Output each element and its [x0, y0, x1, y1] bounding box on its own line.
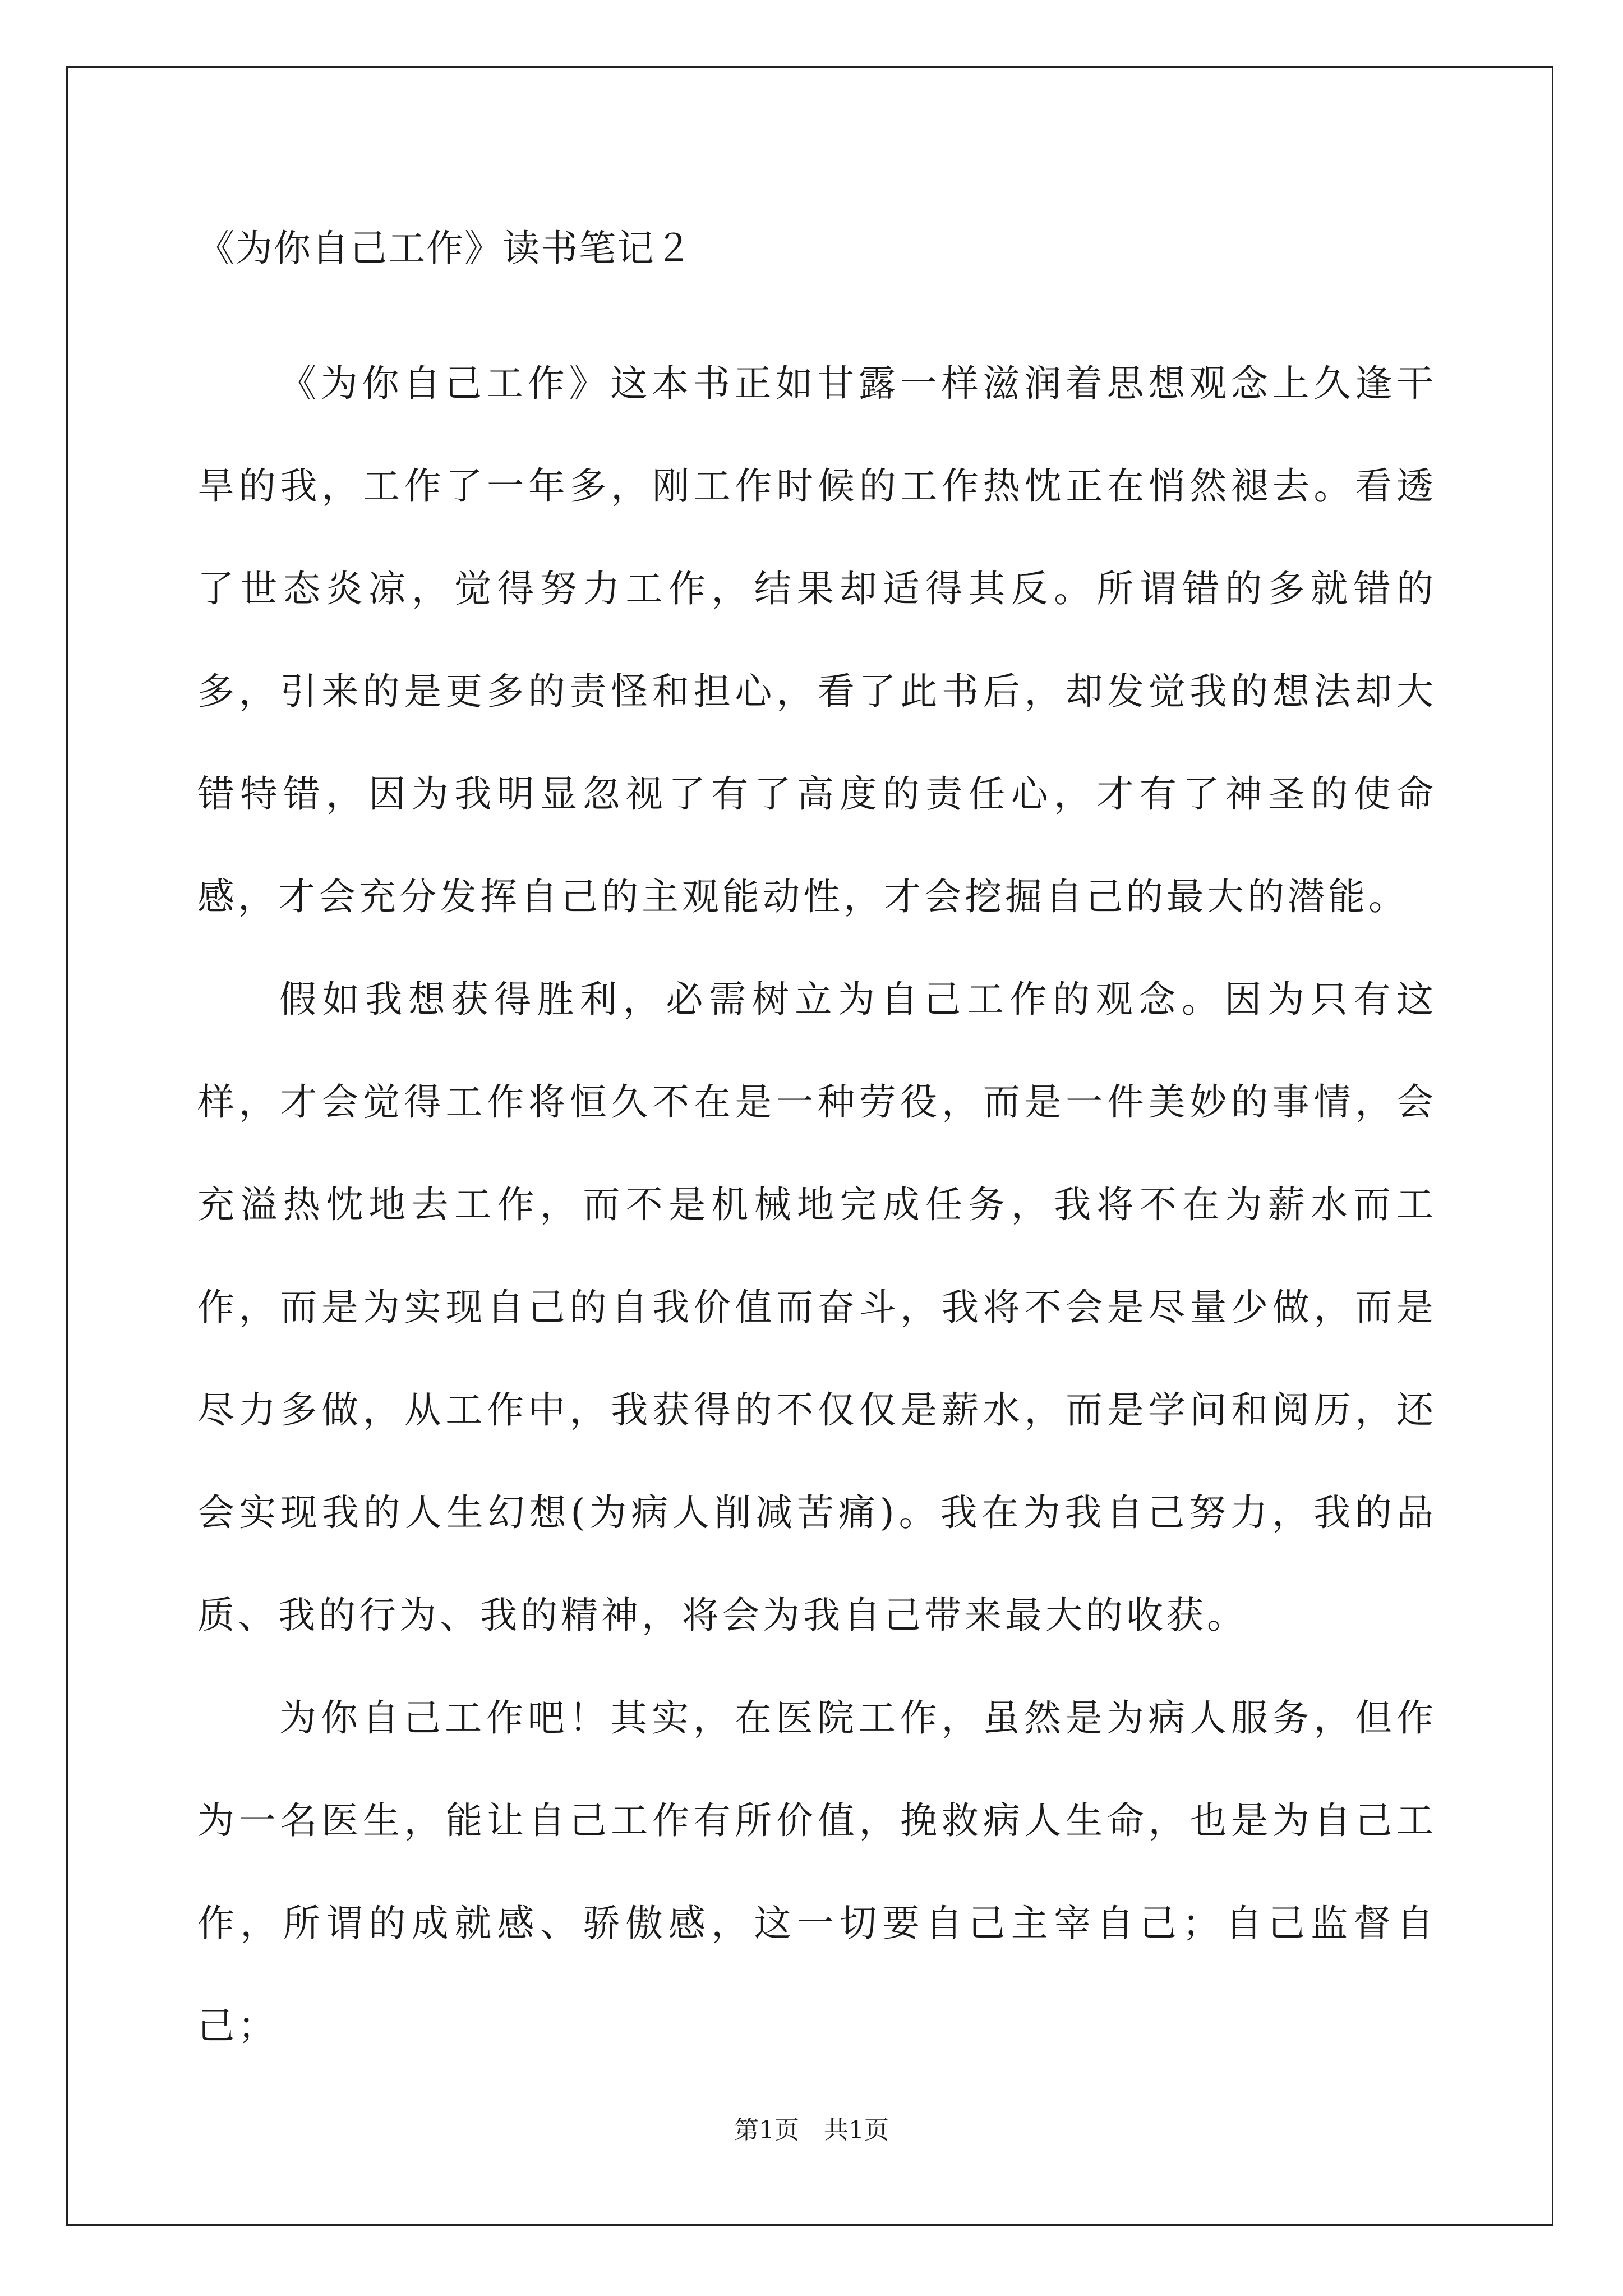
paragraph-1: 《为你自己工作》这本书正如甘露一样滋润着思想观念上久逢干旱的我，工作了一年多，刚工作时候的工作热忱正在悄然褪去。看透了世态炎凉，觉得努力工作，结果却适得其反。所谓错的多就错的多，引来的是更多的责怪和担心，看了此书后，却发觉我的想法却大错特错，因为我明显忽视了有了高度的责任心，才有了神圣的使命感，才会充分发挥自己的主观能动性，才会挖掘自己的最大的潜能。: [197, 362, 1437, 918]
page-footer: 第1页 共1页: [734, 2116, 889, 2145]
document-title: 《为你自己工作》读书笔记２: [197, 227, 693, 270]
paragraph-3: 为你自己工作吧！其实，在医院工作，虽然是为病人服务，但作为一名医生，能让自己工作有所价值，挽救病人生命，也是为自己工作，所谓的成就感、骄傲感，这一切要自己主宰自己；自己监督自己；: [197, 1696, 1437, 2047]
paragraph-2: 假如我想获得胜利，必需树立为自己工作的观念。因为只有这样，才会觉得工作将恒久不在是一种劳役，而是一件美妙的事情，会充溢热忱地去工作，而不是机械地完成任务，我将不在为薪水而工作，而是为实现自己的自我价值而奋斗，我将不会是尽量少做，而是尽力多做，从工作中，我获得的不仅仅是薪水，而是学问和阅历，还会实现我的人生幻想(为病人削减苦痛)。我在为我自己努力，我的品质、我的行为、我的精神，将会为我自己带来最大的收获。: [197, 978, 1437, 1637]
document-body: [197, 332, 1437, 2077]
